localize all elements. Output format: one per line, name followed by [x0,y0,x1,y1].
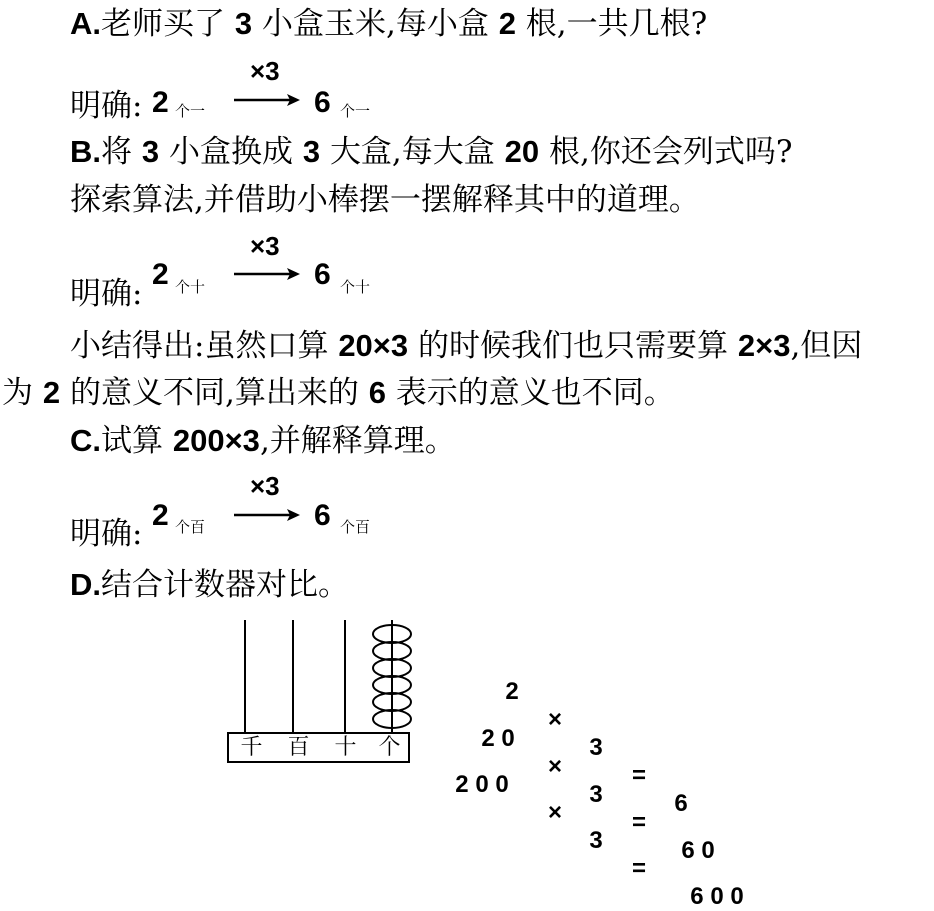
text: 小盒换成 [168,134,293,170]
part-a-clarify-label: 明确: [70,88,143,124]
summary-line-2 [2,375,675,411]
part-c-from-number: 2 [152,499,169,532]
number: 2 [498,6,516,41]
part-a-from-unit: 个一 [175,102,206,120]
part-b-from-unit: 个十 [175,278,206,296]
part-a-operation: ×3 [250,56,280,86]
part-c-from-unit: 个百 [175,518,206,536]
label-hundreds: 百 [287,735,310,760]
expression: 20×3 [338,328,409,363]
part-b-from-number: 2 [152,258,169,291]
text: 根,你还会列式吗? [549,134,793,170]
text: 试算 [101,423,163,459]
part-b-question [70,134,792,170]
abacus-place-labels [227,732,410,763]
text: 的意义不同,算出来的 [69,375,359,411]
part-b-to-unit: 个十 [340,278,371,296]
part-a-marker: A. [70,6,101,41]
part-b-clarify-label: 明确: [70,276,143,312]
eq-equals: = [631,855,646,882]
part-a-to-unit: 个一 [340,102,371,120]
part-b-arrow-icon [232,266,302,282]
text: 结合计数器对比。 [101,567,349,603]
label-thousands: 千 [240,735,263,760]
text: 大盒,每大盒 [329,134,495,170]
part-b-task: 探索算法,并借助小棒摆一摆解释其中的道理。 [70,182,700,218]
part-a-arrow-icon [232,92,302,108]
eq-result: 6 0 0 [690,883,744,910]
text: 小结得出:虽然口算 [70,328,329,364]
eq-op: × [547,753,562,780]
part-c-to-unit: 个百 [340,518,371,536]
expression: 2×3 [737,328,791,363]
text: 的时候我们也只需要算 [418,328,728,364]
equation-row [0,743,744,911]
number: 20 [504,134,540,169]
text: 小盒玉米,每小盒 [261,6,489,42]
text: 将 [101,134,132,170]
text: 老师买了 [101,6,225,42]
part-c-arrow-icon [232,507,302,523]
eq-b: 3 [589,827,603,854]
part-c-clarify-label: 明确: [70,516,143,552]
eq-b: 3 [589,781,603,808]
part-b-marker: B. [70,134,101,169]
summary-line-1 [70,328,862,364]
eq-result: 6 [674,790,688,817]
eq-equals: = [631,762,646,789]
eq-equals: = [631,809,646,836]
text: 表示的意义也不同。 [395,375,675,411]
number: 3 [302,134,321,169]
part-c-operation: ×3 [250,471,280,501]
number: 2 [42,375,61,410]
text: ,但因 [790,328,863,364]
eq-b: 3 [589,734,603,761]
part-b-operation: ×3 [250,231,280,261]
text: 根,一共几根? [525,6,708,42]
eq-op: × [547,706,562,733]
abacus-counter [220,615,420,735]
part-a-question [70,6,707,42]
part-d-marker: D. [70,567,101,602]
part-c-question [70,423,456,459]
text: ,并解释算理。 [259,423,456,459]
eq-a: 2 [505,678,519,705]
eq-a: 2 0 [481,725,515,752]
eq-result: 6 0 [681,837,715,864]
part-b-to-number: 6 [314,258,331,291]
part-a-from-number: 2 [152,86,169,119]
part-c-to-number: 6 [314,499,331,532]
number: 3 [141,134,160,169]
number: 6 [368,375,386,410]
part-c-marker: C. [70,423,101,458]
label-tens: 十 [334,735,357,760]
expression: 200×3 [172,423,260,458]
part-a-to-number: 6 [314,86,331,119]
eq-op: × [547,799,562,826]
eq-a: 2 0 0 [455,771,509,798]
part-d-heading [70,567,349,603]
text: 为 [2,375,33,411]
label-ones: 个 [378,735,401,760]
number: 3 [234,6,253,41]
